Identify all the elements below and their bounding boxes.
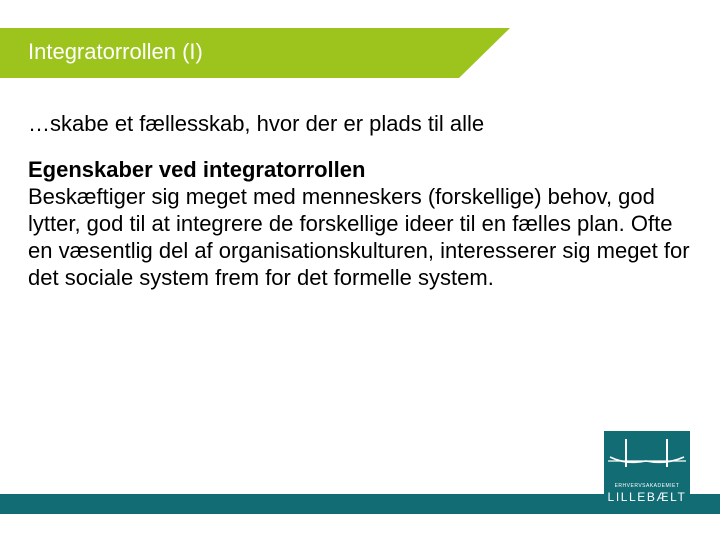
slide-subtitle: …skabe et fællesskab, hvor der er plads til alle	[28, 111, 485, 136]
brand-logo	[604, 431, 690, 509]
logo-name: LILLEBÆLT	[607, 490, 687, 504]
slide-title: Integratorrollen (I)	[28, 39, 203, 64]
logo-small-text: ERHVERVSAKADEMIET	[614, 483, 680, 489]
body-text: Beskæftiger sig meget med menneskers (forskellige) behov, god lytter, god til at integrere de forskellige ideer til en fælles plan. Ofte en væsentlig del af organisationskulturen, interesserer sig meget for det sociale system frem for det formelle system.	[28, 184, 690, 290]
section-heading: Egenskaber ved integratorrollen	[28, 157, 366, 182]
content-block	[28, 156, 698, 291]
